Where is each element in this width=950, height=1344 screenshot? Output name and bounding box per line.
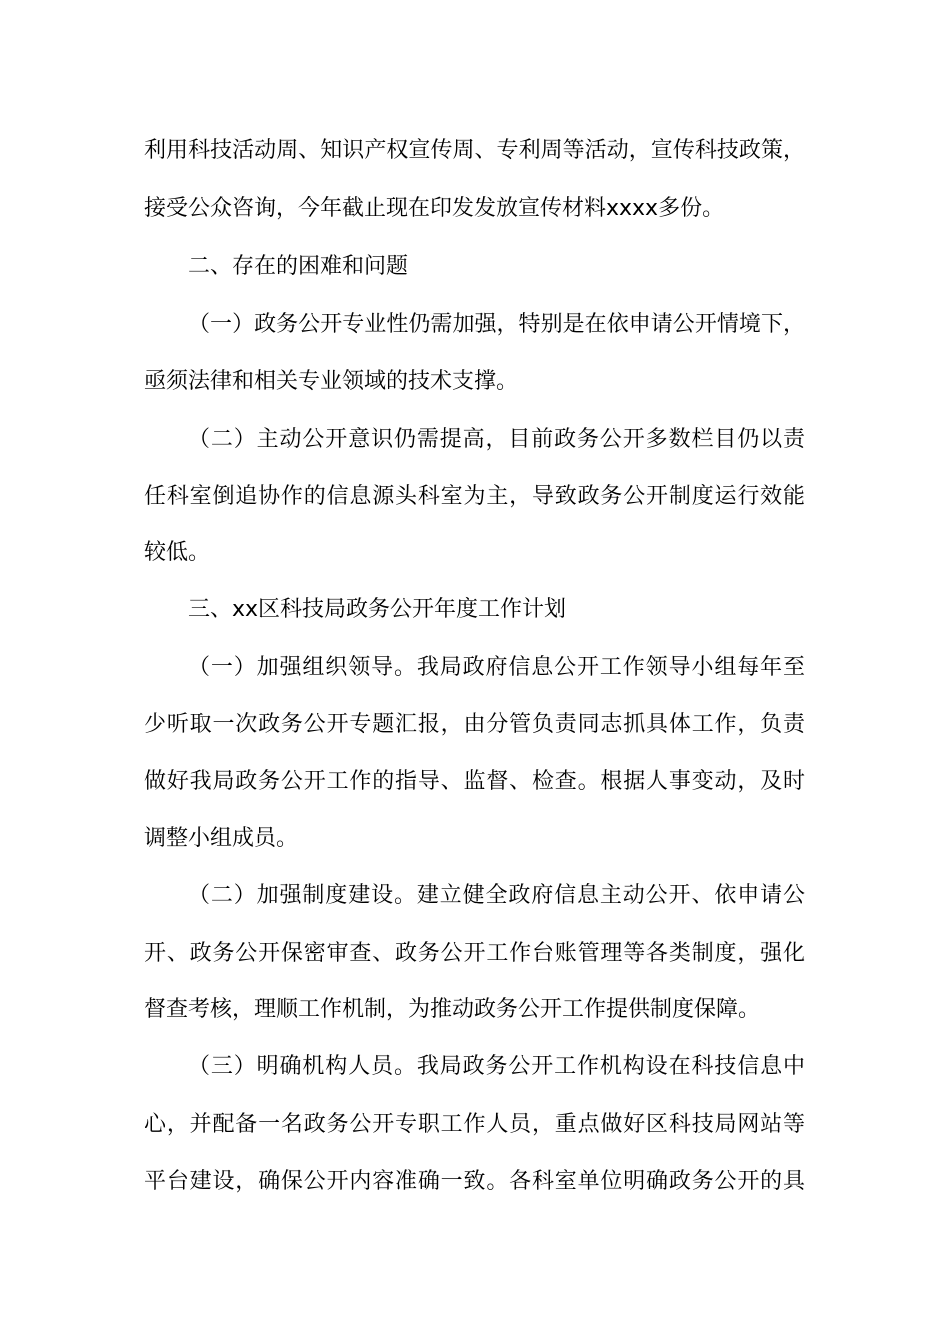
- text-line: （一）加强组织领导。我局政府信息公开工作领导小组每年至: [188, 655, 805, 680]
- text-line: （三）明确机构人员。我局政务公开工作机构设在科技信息中: [188, 1054, 805, 1079]
- text-line: 平台建设，确保公开内容准确一致。各科室单位明确政务公开的具: [144, 1169, 805, 1194]
- text-line: （一）政务公开专业性仍需加强，特别是在依申请公开情境下，: [188, 312, 805, 337]
- section-heading: 三、xx区科技局政务公开年度工作计划: [188, 597, 567, 622]
- text-line: （二）主动公开意识仍需提高，目前政务公开多数栏目仍以责: [188, 427, 805, 452]
- text-line: 任科室倒追协作的信息源头科室为主，导致政务公开制度运行效能: [144, 484, 805, 509]
- section-heading: 二、存在的困难和问题: [188, 254, 409, 279]
- text-line: （二）加强制度建设。建立健全政府信息主动公开、依申请公: [188, 883, 805, 908]
- text-line: 督查考核，理顺工作机制，为推动政务公开工作提供制度保障。: [144, 997, 761, 1022]
- text-line: 利用科技活动周、知识产权宣传周、专利周等活动，宣传科技政策，: [144, 138, 805, 163]
- text-line: 接受公众咨询，今年截止现在印发发放宣传材料xxxx多份。: [144, 196, 725, 221]
- text-line: 调整小组成员。: [144, 826, 299, 851]
- text-line: 少听取一次政务公开专题汇报，由分管负责同志抓具体工作，负责: [144, 712, 805, 737]
- text-line: 亟须法律和相关专业领域的技术支撑。: [144, 369, 519, 394]
- text-line: 心，并配备一名政务公开专职工作人员，重点做好区科技局网站等: [144, 1112, 805, 1137]
- text-line: 较低。: [144, 540, 211, 565]
- text-line: 开、政务公开保密审查、政务公开工作台账管理等各类制度，强化: [144, 941, 805, 966]
- text-line: 做好我局政务公开工作的指导、监督、检查。根据人事变动，及时: [144, 769, 805, 794]
